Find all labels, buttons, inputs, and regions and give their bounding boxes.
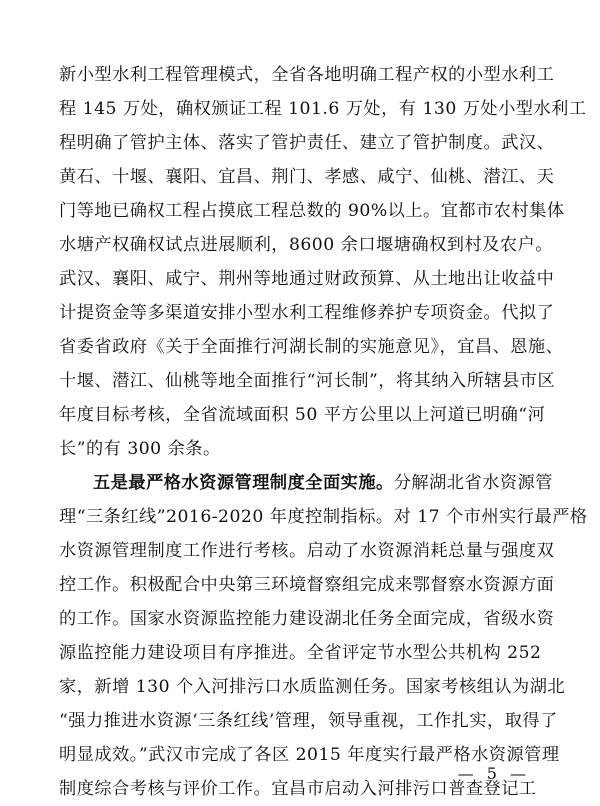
paragraph-1 <box>59 58 587 466</box>
text-line: 水塘产权确权试点进展顺利，8600 余口堰塘确权到村及农户。 <box>59 235 553 255</box>
text-line: 门等地已确权工程占摸底工程总数的 90%以上。宜都市农村集体 <box>59 201 565 221</box>
text-line: 武汉、襄阳、咸宁、荆州等地通过财政预算、从土地出让收益中 <box>59 269 555 289</box>
page-number: — 5 — <box>457 764 530 783</box>
paragraph-2 <box>59 466 588 806</box>
text-line: 理“三条红线”2016-2020 年度控制指标。对 17 个市州实行最严格 <box>59 507 588 527</box>
text-line: 家，新增 130 个入河排污口水质监测任务。国家考核组认为湖北 <box>59 677 566 697</box>
text-line: 明显成效。”武汉市完成了各区 2015 年度实行最严格水资源管理 <box>59 745 560 765</box>
text-line: 计提资金等多渠道安排小型水利工程维修养护专项资金。代拟了 <box>59 303 555 323</box>
text-line: 新小型水利工程管理模式，全省各地明确工程产权的小型水利工 <box>59 65 555 85</box>
text-line: 程明确了管护主体、落实了管护责任、建立了管护制度。武汉、 <box>59 133 555 153</box>
text-line: 控工作。积极配合中央第三环境督察组完成来鄂督察水资源方面 <box>59 575 555 595</box>
text-line: 的工作。国家水资源监控能力建设湖北任务全面完成，省级水资 <box>59 609 555 629</box>
paragraph-first-line <box>59 466 559 500</box>
text-line: 长”的有 300 余条。 <box>59 439 221 459</box>
text-line: 源监控能力建设项目有序推进。全省评定节水型公共机构 252 <box>59 643 542 663</box>
text-line: 十堰、潜江、仙桃等地全面推行“河长制”，将其纳入所辖县市区 <box>59 371 556 391</box>
body-text <box>59 58 588 806</box>
text-line: 省委省政府《关于全面推行河湖长制的实施意见》，宜昌、恩施、 <box>59 337 564 357</box>
text-run: 分解湖北省水资源管 <box>393 473 553 493</box>
section-heading: 五是最严格水资源管理制度全面实施。 <box>93 473 394 493</box>
text-line: 年度目标考核，全省流域面积 50 平方公里以上河道已明确“河 <box>59 405 546 425</box>
text-line: 水资源管理制度工作进行考核。启动了水资源消耗总量与强度双 <box>59 541 555 561</box>
text-line: “强力推进水资源‘三条红线’管理，领导重视，工作扎实，取得了 <box>59 711 558 731</box>
text-line: 黄石、十堰、襄阳、宜昌、荆门、孝感、咸宁、仙桃、潜江、天 <box>59 167 555 187</box>
text-line: 制度综合考核与评价工作。宜昌市启动入河排污口普查登记工 <box>59 779 537 799</box>
text-line: 程 145 万处，确权颁证工程 101.6 万处，有 130 万处小型水利工 <box>59 99 587 119</box>
